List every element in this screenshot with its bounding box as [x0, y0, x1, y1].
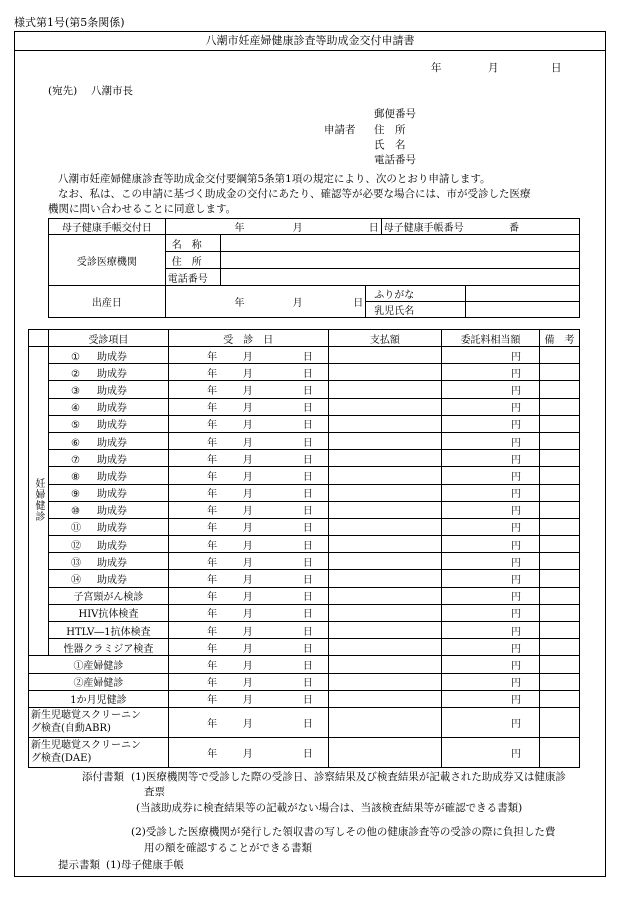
exam-extra-1-remarks-field[interactable] — [539, 587, 579, 604]
exam-other-3-month: 月 — [221, 690, 274, 707]
exam-item-label: 助成券 — [97, 540, 127, 552]
exam-item-number: ⑬ — [71, 557, 81, 569]
birth-date-label: 出産日 — [49, 286, 166, 318]
exam-row-11-year: 年 — [168, 518, 221, 535]
exam-extra-2-payment-field[interactable] — [328, 604, 442, 621]
exam-row-14-day: 日 — [274, 570, 328, 587]
exam-row-7-month: 月 — [221, 450, 274, 467]
date-month-label: 月 — [488, 62, 499, 74]
exam-item-number: ⑫ — [71, 540, 81, 552]
addressee-prefix: (宛先) — [48, 85, 78, 97]
infant-name-field[interactable] — [466, 302, 580, 318]
clinic-name-field[interactable] — [220, 235, 579, 252]
exam-row-11-day: 日 — [274, 518, 328, 535]
exam-row-7-remarks-field[interactable] — [539, 450, 579, 467]
exam-row-10-yen: 円 — [442, 501, 540, 518]
birth-date-day: 日 — [320, 286, 366, 318]
exam-item-cell — [49, 518, 169, 535]
handbook-number-label: 母子健康手帳番号 — [381, 219, 466, 235]
addressee-name: 八潮市長 — [91, 85, 133, 97]
exam-row-10-day: 日 — [274, 501, 328, 518]
exam-extra-3-payment-field[interactable] — [328, 622, 442, 639]
exam-item-cell — [49, 364, 169, 381]
exam-row-8-remarks-field[interactable] — [539, 467, 579, 484]
exam-other-3-yen: 円 — [442, 690, 540, 707]
birth-date-month: 月 — [275, 286, 320, 318]
exam-row — [29, 484, 580, 501]
exam-other-3-remarks-field[interactable] — [539, 690, 579, 707]
exam-row-9-month: 月 — [221, 484, 274, 501]
exam-row-3-day: 日 — [274, 381, 328, 398]
exam-row-8-day: 日 — [274, 467, 328, 484]
form-title: 八潮市妊産婦健康診査等助成金交付申請書 — [15, 32, 605, 51]
exam-row-13-remarks-field[interactable] — [539, 553, 579, 570]
handbook-date-label: 母子健康手帳交付日 — [49, 219, 166, 235]
exam-extra-3-year: 年 — [168, 622, 221, 639]
exam-item-number: ① — [71, 351, 80, 363]
exam-row — [29, 570, 580, 587]
name-label: 氏 名 — [374, 139, 406, 151]
exam-row-13-yen: 円 — [442, 553, 540, 570]
exam-row-12-day: 日 — [274, 536, 328, 553]
exam-screening-1-year: 年 — [168, 707, 221, 737]
exam-item-cell — [49, 415, 169, 432]
exam-extra-2-day: 日 — [274, 604, 328, 621]
exam-item-number: ③ — [71, 385, 80, 397]
exam-row — [29, 432, 580, 449]
clinic-address-field[interactable] — [220, 252, 579, 269]
exam-screening-2-day: 日 — [274, 737, 328, 767]
clinic-phone-field[interactable] — [220, 269, 579, 286]
exam-row-13-month: 月 — [221, 553, 274, 570]
exam-extra-1-yen: 円 — [442, 587, 540, 604]
exam-row-3-month: 月 — [221, 381, 274, 398]
exam-row-6-month: 月 — [221, 432, 274, 449]
exam-row-2-yen: 円 — [442, 364, 540, 381]
exam-item-number: ⑪ — [71, 523, 81, 535]
exam-other-1-day: 日 — [274, 656, 328, 673]
exam-row-6-day: 日 — [274, 432, 328, 449]
exam-row-9-remarks-field[interactable] — [539, 484, 579, 501]
clinic-label: 受診医療機関 — [49, 235, 166, 286]
exam-other-1-yen: 円 — [442, 656, 540, 673]
exam-item-label: 助成券 — [97, 506, 127, 518]
exam-row-2-payment-field[interactable] — [328, 364, 442, 381]
exam-screening-1-month: 月 — [221, 707, 274, 737]
header-remarks: 備 考 — [539, 330, 579, 347]
exam-other-3-day: 日 — [274, 690, 328, 707]
exam-row-12-yen: 円 — [442, 536, 540, 553]
exam-row-12-payment-field[interactable] — [328, 536, 442, 553]
exam-row-3-year: 年 — [168, 381, 221, 398]
exam-item-label: 1か月児健診 — [29, 690, 169, 707]
handbook-date-day: 日 — [320, 219, 381, 235]
exam-row-4-yen: 円 — [442, 398, 540, 415]
exam-row — [29, 536, 580, 553]
exam-extra-2-month: 月 — [221, 604, 274, 621]
exam-row-14-year: 年 — [168, 570, 221, 587]
exam-other-3-payment-field[interactable] — [328, 690, 442, 707]
exam-row-5-remarks-field[interactable] — [539, 415, 579, 432]
exam-row-4-year: 年 — [168, 398, 221, 415]
exam-item-label: 性器クラミジア検査 — [49, 639, 169, 656]
exam-row-11-remarks-field[interactable] — [539, 518, 579, 535]
exam-other-2-payment-field[interactable] — [328, 673, 442, 690]
exam-item-cell — [49, 347, 169, 364]
exam-extra-1-month: 月 — [221, 587, 274, 604]
exam-row-6-payment-field[interactable] — [328, 432, 442, 449]
exam-row-2-month: 月 — [221, 364, 274, 381]
exam-extra-4-year: 年 — [168, 639, 221, 656]
exam-row-7-payment-field[interactable] — [328, 450, 442, 467]
exam-other-2-yen: 円 — [442, 673, 540, 690]
exam-other-2-year: 年 — [168, 673, 221, 690]
exam-row-1-month: 月 — [221, 347, 274, 364]
exam-item-label: 助成券 — [97, 489, 127, 501]
furigana-label: ふりがな — [366, 286, 466, 302]
furigana-field[interactable] — [466, 286, 580, 302]
exam-item-number: ⑦ — [71, 454, 80, 466]
header-exam-item: 受診項目 — [49, 330, 169, 347]
clinic-phone-label: 電話番号 — [165, 269, 220, 286]
applicant-label: 申請者 — [324, 124, 356, 136]
exam-row-14-yen: 円 — [442, 570, 540, 587]
exam-row-5-payment-field[interactable] — [328, 415, 442, 432]
exam-extra-1-payment-field[interactable] — [328, 587, 442, 604]
exam-row — [29, 622, 580, 639]
exam-row-1-year: 年 — [168, 347, 221, 364]
exam-item-number: ② — [71, 368, 80, 380]
exam-row-12-remarks-field[interactable] — [539, 536, 579, 553]
clinic-address-label: 住 所 — [165, 252, 220, 269]
exam-row-2-day: 日 — [274, 364, 328, 381]
exam-row-10-remarks-field[interactable] — [539, 501, 579, 518]
exam-row-6-yen: 円 — [442, 432, 540, 449]
exam-row-8-month: 月 — [221, 467, 274, 484]
exam-row-1-remarks-field[interactable] — [539, 347, 579, 364]
exam-row — [29, 673, 580, 690]
screening-label-line-1: 新生児聴覚スクリーニン — [31, 710, 141, 722]
exam-item-number: ⑤ — [71, 420, 80, 432]
exam-row-1-yen: 円 — [442, 347, 540, 364]
attachment-1-line-1: (1)医療機関等で受診した際の受診日、診察結果及び検査結果が記載された助成券又は健康診 — [131, 771, 566, 783]
exam-other-2-day: 日 — [274, 673, 328, 690]
exam-row-8-payment-field[interactable] — [328, 467, 442, 484]
exam-row-2-remarks-field[interactable] — [539, 364, 579, 381]
exam-item-number: ⑨ — [71, 489, 80, 501]
screening-label-line-1: 新生児聴覚スクリーニン — [31, 740, 141, 752]
date-day-label: 日 — [551, 62, 562, 74]
exam-row-4-day: 日 — [274, 398, 328, 415]
exam-other-1-month: 月 — [221, 656, 274, 673]
exam-other-1-year: 年 — [168, 656, 221, 673]
exam-item-cell — [49, 467, 169, 484]
exam-row — [29, 381, 580, 398]
date-year-label: 年 — [431, 62, 442, 74]
exam-extra-3-day: 日 — [274, 622, 328, 639]
exam-extra-2-year: 年 — [168, 604, 221, 621]
exam-row-1-payment-field[interactable] — [328, 347, 442, 364]
exam-other-2-month: 月 — [221, 673, 274, 690]
exam-screening-1-day: 日 — [274, 707, 328, 737]
handbook-date-year: 年 — [165, 219, 275, 235]
header-commission: 委託料相当額 — [442, 330, 540, 347]
exam-row-12-year: 年 — [168, 536, 221, 553]
attachment-2-line-2: 用の額を確認することができる書類 — [144, 842, 312, 854]
exam-extra-1-day: 日 — [274, 587, 328, 604]
exam-item-cell — [49, 553, 169, 570]
exam-item-cell — [49, 398, 169, 415]
exam-item-label: 助成券 — [97, 437, 127, 449]
exam-item-number: ⑧ — [71, 471, 80, 483]
exam-row-14-payment-field[interactable] — [328, 570, 442, 587]
exam-item-number: ⑥ — [71, 437, 80, 449]
exam-row-12-month: 月 — [221, 536, 274, 553]
exam-row — [29, 639, 580, 656]
exam-item-label: ②産婦健診 — [29, 673, 169, 690]
exam-extra-2-remarks-field[interactable] — [539, 604, 579, 621]
exam-row — [29, 415, 580, 432]
exam-item-label: HIV抗体検査 — [49, 604, 169, 621]
exam-item-cell — [49, 381, 169, 398]
exam-screening-2-remarks-field[interactable] — [539, 737, 579, 767]
exam-item-number: ④ — [71, 403, 80, 415]
exam-extra-3-remarks-field[interactable] — [539, 622, 579, 639]
exam-item-label: 助成券 — [97, 454, 127, 466]
present-label: 提示書類 — [58, 859, 100, 871]
exam-row-14-month: 月 — [221, 570, 274, 587]
exam-row-4-month: 月 — [221, 398, 274, 415]
exam-item-cell — [49, 570, 169, 587]
exam-other-1-payment-field[interactable] — [328, 656, 442, 673]
exam-item-label: ①産婦健診 — [29, 656, 169, 673]
exam-screening-1-yen: 円 — [442, 707, 540, 737]
exam-row — [29, 690, 580, 707]
exam-row-9-yen: 円 — [442, 484, 540, 501]
exam-screening-1-remarks-field[interactable] — [539, 707, 579, 737]
exam-item-cell — [49, 432, 169, 449]
infant-name-label: 乳児氏名 — [366, 302, 466, 318]
exam-item-label: 助成券 — [97, 420, 127, 432]
exam-extra-4-remarks-field[interactable] — [539, 639, 579, 656]
screening-label-line-2: グ検査(自動ABR) — [31, 723, 111, 735]
exam-row — [29, 398, 580, 415]
exam-item-label: 助成券 — [97, 368, 127, 380]
exam-item-label: 子宮頸がん検診 — [49, 587, 169, 604]
exam-row-5-year: 年 — [168, 415, 221, 432]
address-label: 住 所 — [374, 124, 406, 136]
exam-row-3-payment-field[interactable] — [328, 381, 442, 398]
exam-row-11-month: 月 — [221, 518, 274, 535]
exam-item-label: HTLV―1抗体検査 — [49, 622, 169, 639]
exam-row-6-remarks-field[interactable] — [539, 432, 579, 449]
exam-item-label: 助成券 — [97, 471, 127, 483]
exam-row-3-remarks-field[interactable] — [539, 381, 579, 398]
screening-label-line-2: グ検査(DAE) — [31, 753, 92, 765]
exam-item-label: 助成券 — [97, 557, 127, 569]
exam-item-cell — [49, 536, 169, 553]
exam-row-7-year: 年 — [168, 450, 221, 467]
exam-row-8-yen: 円 — [442, 467, 540, 484]
group-label-cell — [29, 347, 49, 656]
exam-row — [29, 707, 580, 737]
attachment-2-line-1: (2)受診した医療機関が発行した領収書の写しその他の健康診査等の受診の際に負担した費 — [131, 826, 556, 838]
exam-extra-1-year: 年 — [168, 587, 221, 604]
exam-other-1-remarks-field[interactable] — [539, 656, 579, 673]
attachment-1-line-2: 査票 — [144, 786, 165, 798]
info-table — [48, 218, 580, 318]
form-label: 様式第1号(第5条関係) — [14, 16, 125, 29]
exam-item-label: 助成券 — [97, 523, 127, 535]
postal-code-label: 郵便番号 — [374, 108, 416, 120]
exam-row-4-remarks-field[interactable] — [539, 398, 579, 415]
exam-row-3-yen: 円 — [442, 381, 540, 398]
exam-row-11-yen: 円 — [442, 518, 540, 535]
exam-row-7-yen: 円 — [442, 450, 540, 467]
exam-row — [29, 587, 580, 604]
exam-row-1-day: 日 — [274, 347, 328, 364]
exam-row-13-year: 年 — [168, 553, 221, 570]
header-payment: 支払額 — [328, 330, 442, 347]
exam-row-10-month: 月 — [221, 501, 274, 518]
exam-row — [29, 347, 580, 364]
exam-item-label: 助成券 — [97, 351, 127, 363]
exam-item-label: 助成券 — [97, 575, 127, 587]
exam-row — [29, 737, 580, 767]
exam-row — [29, 604, 580, 621]
exam-screening-2-payment-field[interactable] — [328, 737, 442, 767]
exam-item-cell — [49, 484, 169, 501]
exam-row-5-day: 日 — [274, 415, 328, 432]
exam-item-cell — [49, 501, 169, 518]
exam-item-number: ⑩ — [71, 506, 80, 518]
handbook-number-suffix: 番 — [466, 219, 580, 235]
clinic-name-label: 名 称 — [165, 235, 220, 252]
exam-screening-2-year: 年 — [168, 737, 221, 767]
exam-screening-1-payment-field[interactable] — [328, 707, 442, 737]
header-exam-date: 受 診 日 — [168, 330, 328, 347]
group-label: 妊婦健診 — [33, 477, 44, 522]
phone-label: 電話番号 — [374, 154, 416, 166]
exam-row-8-year: 年 — [168, 467, 221, 484]
handbook-date-month: 月 — [275, 219, 320, 235]
exam-row-9-year: 年 — [168, 484, 221, 501]
exam-row-6-year: 年 — [168, 432, 221, 449]
exam-row-5-month: 月 — [221, 415, 274, 432]
exam-screening-2-yen: 円 — [442, 737, 540, 767]
exam-extra-3-yen: 円 — [442, 622, 540, 639]
exam-row-5-yen: 円 — [442, 415, 540, 432]
exam-table — [28, 329, 580, 768]
exam-item-cell — [29, 707, 169, 737]
exam-extra-2-yen: 円 — [442, 604, 540, 621]
exam-other-3-year: 年 — [168, 690, 221, 707]
exam-row — [29, 467, 580, 484]
attachments-label: 添付書類 — [82, 771, 124, 783]
exam-row-14-remarks-field[interactable] — [539, 570, 579, 587]
attachment-1-note: (当該助成券に検査結果等の記載がない場合は、当該検査結果等が確認できる書類) — [136, 802, 523, 814]
exam-row-10-year: 年 — [168, 501, 221, 518]
birth-date-year: 年 — [165, 286, 275, 318]
exam-row-7-day: 日 — [274, 450, 328, 467]
body-text-line-1: 八潮市妊産婦健康診査等助成金交付要綱第5条第1項の規定により、次のとおり申請します。 — [58, 173, 491, 185]
body-text-line-3: 機関に問い合わせることに同意します。 — [48, 203, 237, 215]
exam-row — [29, 450, 580, 467]
exam-item-cell — [49, 450, 169, 467]
exam-row — [29, 518, 580, 535]
exam-extra-3-month: 月 — [221, 622, 274, 639]
body-text-line-2: なお、私は、この申請に基づく助成金の交付にあたり、確認等が必要な場合には、市が受診した医療 — [58, 188, 531, 200]
exam-row — [29, 364, 580, 381]
exam-screening-2-month: 月 — [221, 737, 274, 767]
exam-extra-4-day: 日 — [274, 639, 328, 656]
exam-row-2-year: 年 — [168, 364, 221, 381]
exam-row-10-payment-field[interactable] — [328, 501, 442, 518]
exam-item-label: 助成券 — [97, 403, 127, 415]
exam-other-2-remarks-field[interactable] — [539, 673, 579, 690]
exam-extra-4-month: 月 — [221, 639, 274, 656]
exam-row-11-payment-field[interactable] — [328, 518, 442, 535]
exam-row — [29, 501, 580, 518]
exam-row — [29, 553, 580, 570]
exam-extra-4-payment-field[interactable] — [328, 639, 442, 656]
exam-item-number: ⑭ — [71, 575, 81, 587]
present-item-1: (1)母子健康手帳 — [106, 859, 184, 871]
exam-row-9-day: 日 — [274, 484, 328, 501]
exam-row-13-day: 日 — [274, 553, 328, 570]
exam-item-cell — [29, 737, 169, 767]
exam-row-9-payment-field[interactable] — [328, 484, 442, 501]
exam-row-13-payment-field[interactable] — [328, 553, 442, 570]
exam-row — [29, 656, 580, 673]
exam-extra-4-yen: 円 — [442, 639, 540, 656]
exam-item-label: 助成券 — [97, 385, 127, 397]
exam-row-4-payment-field[interactable] — [328, 398, 442, 415]
